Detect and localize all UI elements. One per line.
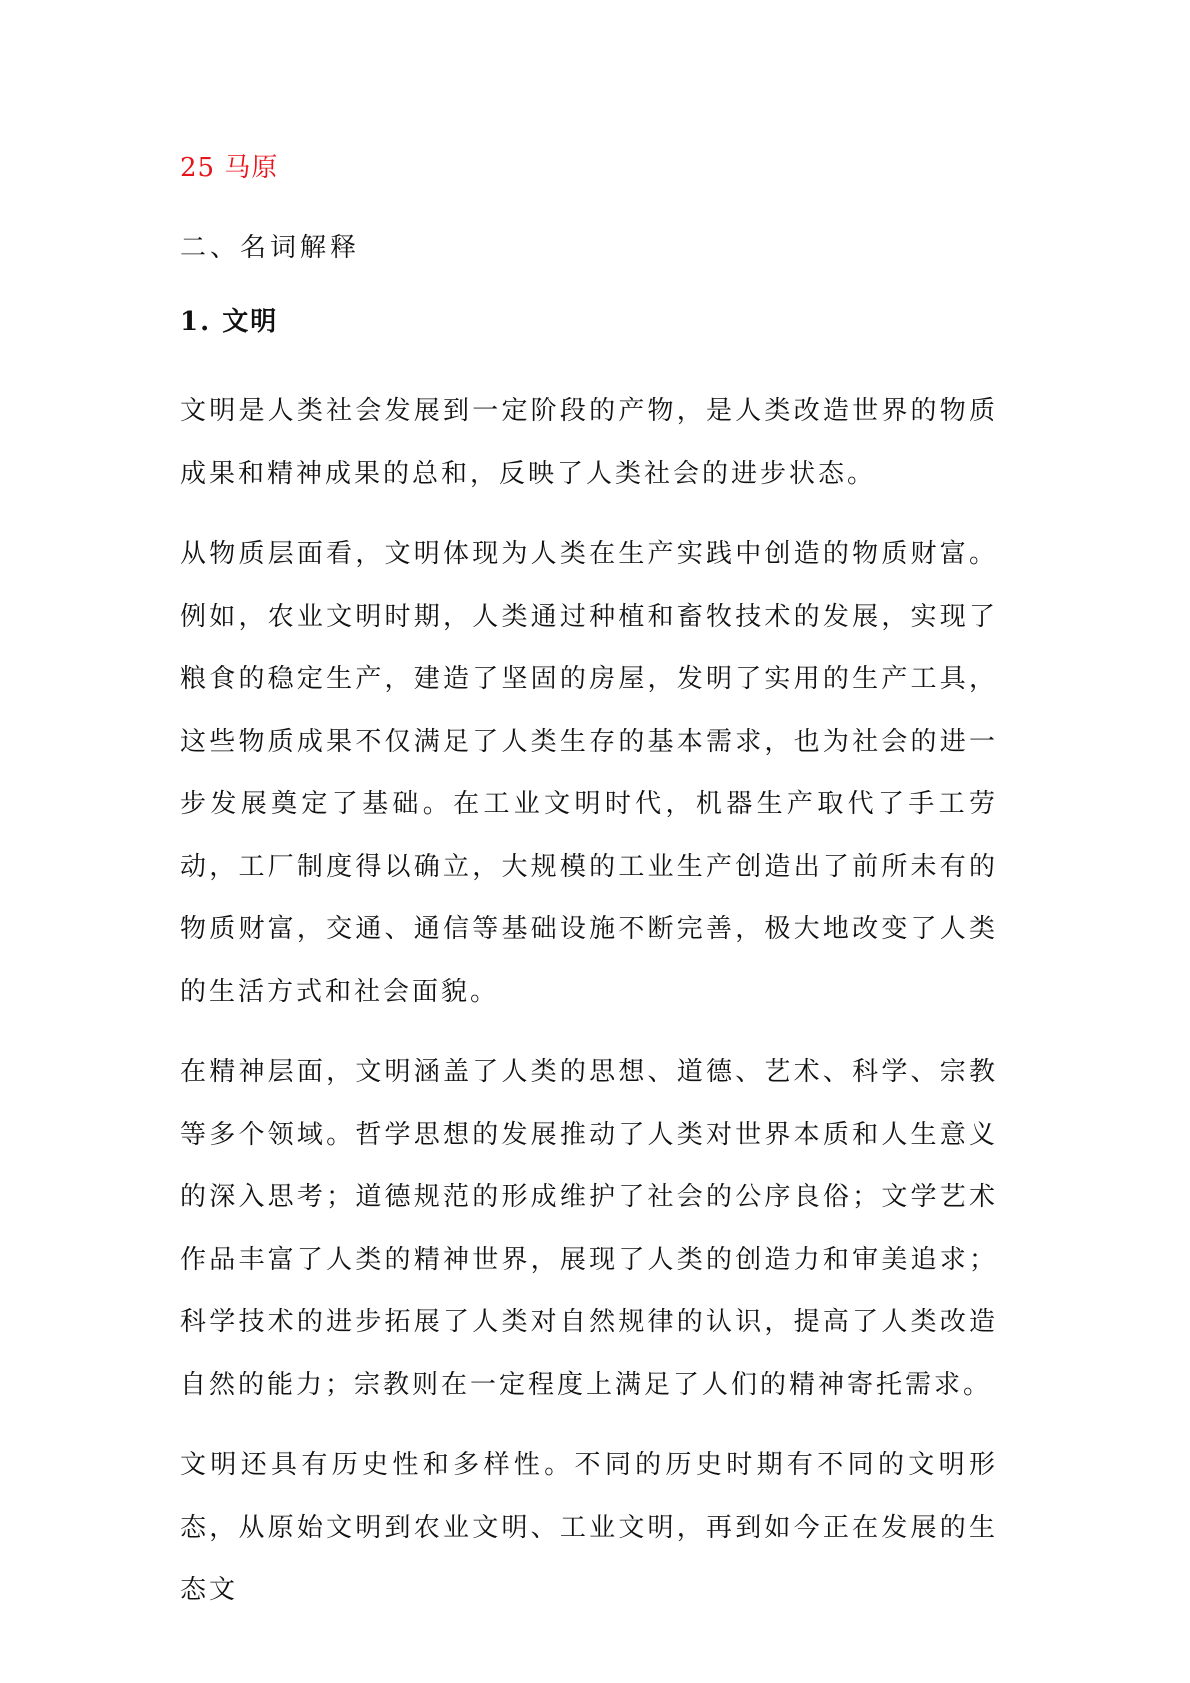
document-title: 25 马原 <box>180 153 279 183</box>
term-heading: 1. 文明 <box>180 307 279 337</box>
paragraph-definition: 文明是人类社会发展到一定阶段的产物，是人类改造世界的物质成果和精神成果的总和，反映了人类社会的进步状态。 <box>180 396 998 489</box>
paragraph-history: 文明还具有历史性和多样性。不同的历史时期有不同的文明形态，从原始文明到农业文明、工业文明，再到如今正在发展的生态文 <box>180 1450 998 1605</box>
paragraph-spiritual: 在精神层面，文明涵盖了人类的思想、道德、艺术、科学、宗教等多个领域。哲学思想的发展推动了人类对世界本质和人生意义的深入思考；道德规范的形成维护了社会的公序良俗；文学艺术作品丰富了人类的精神世界，展现了人类的创造力和审美追求；科学技术的进步拓展了人类对自然规律的认识，提高了人类改造自然的能力；宗教则在一定程度上满足了人们的精神寄托需求。 <box>180 1057 998 1400</box>
section-heading: 二、名词解释 <box>180 233 361 263</box>
document-body <box>180 148 998 1640</box>
paragraph-material: 从物质层面看，文明体现为人类在生产实践中创造的物质财富。例如，农业文明时期，人类通过种植和畜牧技术的发展，实现了粮食的稳定生产，建造了坚固的房屋，发明了实用的生产工具，这些物质成果不仅满足了人类生存的基本需求，也为社会的进一步发展奠定了基础。在工业文明时代，机器生产取代了手工劳动，工厂制度得以确立，大规模的工业生产创造出了前所未有的物质财富，交通、通信等基础设施不断完善，极大地改变了人类的生活方式和社会面貌。 <box>180 539 998 1007</box>
